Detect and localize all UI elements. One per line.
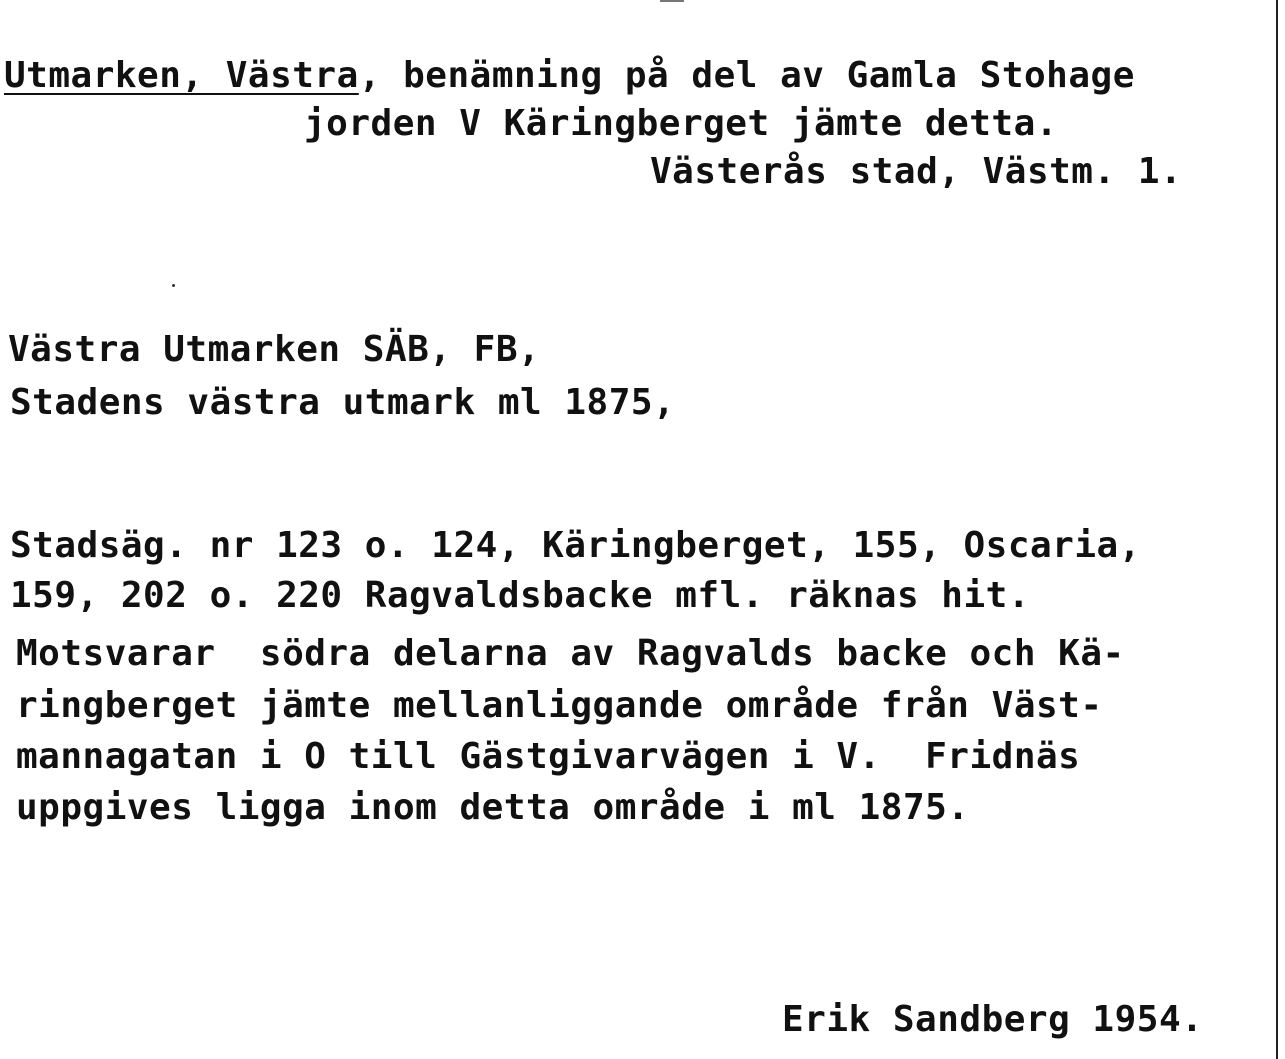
heading-definition-1: , benämning på del av Gamla Stohage <box>358 55 1135 96</box>
description-line-3: mannagatan i O till Gästgivarvägen i V. Fridnäs <box>16 736 1081 777</box>
description-line-2: ringberget jämte mellanliggande område från Väst- <box>16 685 1103 726</box>
property-line-1: Stadsäg. nr 123 o. 124, Käringberget, 155, Oscaria, <box>10 525 1141 566</box>
signature: Erik Sandberg 1954. <box>782 999 1204 1040</box>
variant-line-1: Västra Utmarken SÄB, FB, <box>8 329 541 370</box>
variant-line-2: Stadens västra utmark ml 1875, <box>10 382 676 423</box>
card-right-edge <box>1276 0 1278 1059</box>
heading-line-1 <box>4 56 1135 96</box>
heading-definition-2: jorden V Käringberget jämte detta. <box>304 103 1058 144</box>
ink-speck <box>172 284 175 287</box>
top-edge-mark <box>660 0 684 2</box>
description-line-4: uppgives ligga inom detta område i ml 1875. <box>16 787 970 828</box>
heading-location: Västerås stad, Västm. 1. <box>650 151 1183 192</box>
heading-term: Utmarken, Västra <box>4 55 359 96</box>
description-line-1: Motsvarar södra delarna av Ragvalds backe och Kä- <box>16 633 1125 674</box>
property-line-2: 159, 202 o. 220 Ragvaldsbacke mfl. räknas hit. <box>10 575 1030 616</box>
